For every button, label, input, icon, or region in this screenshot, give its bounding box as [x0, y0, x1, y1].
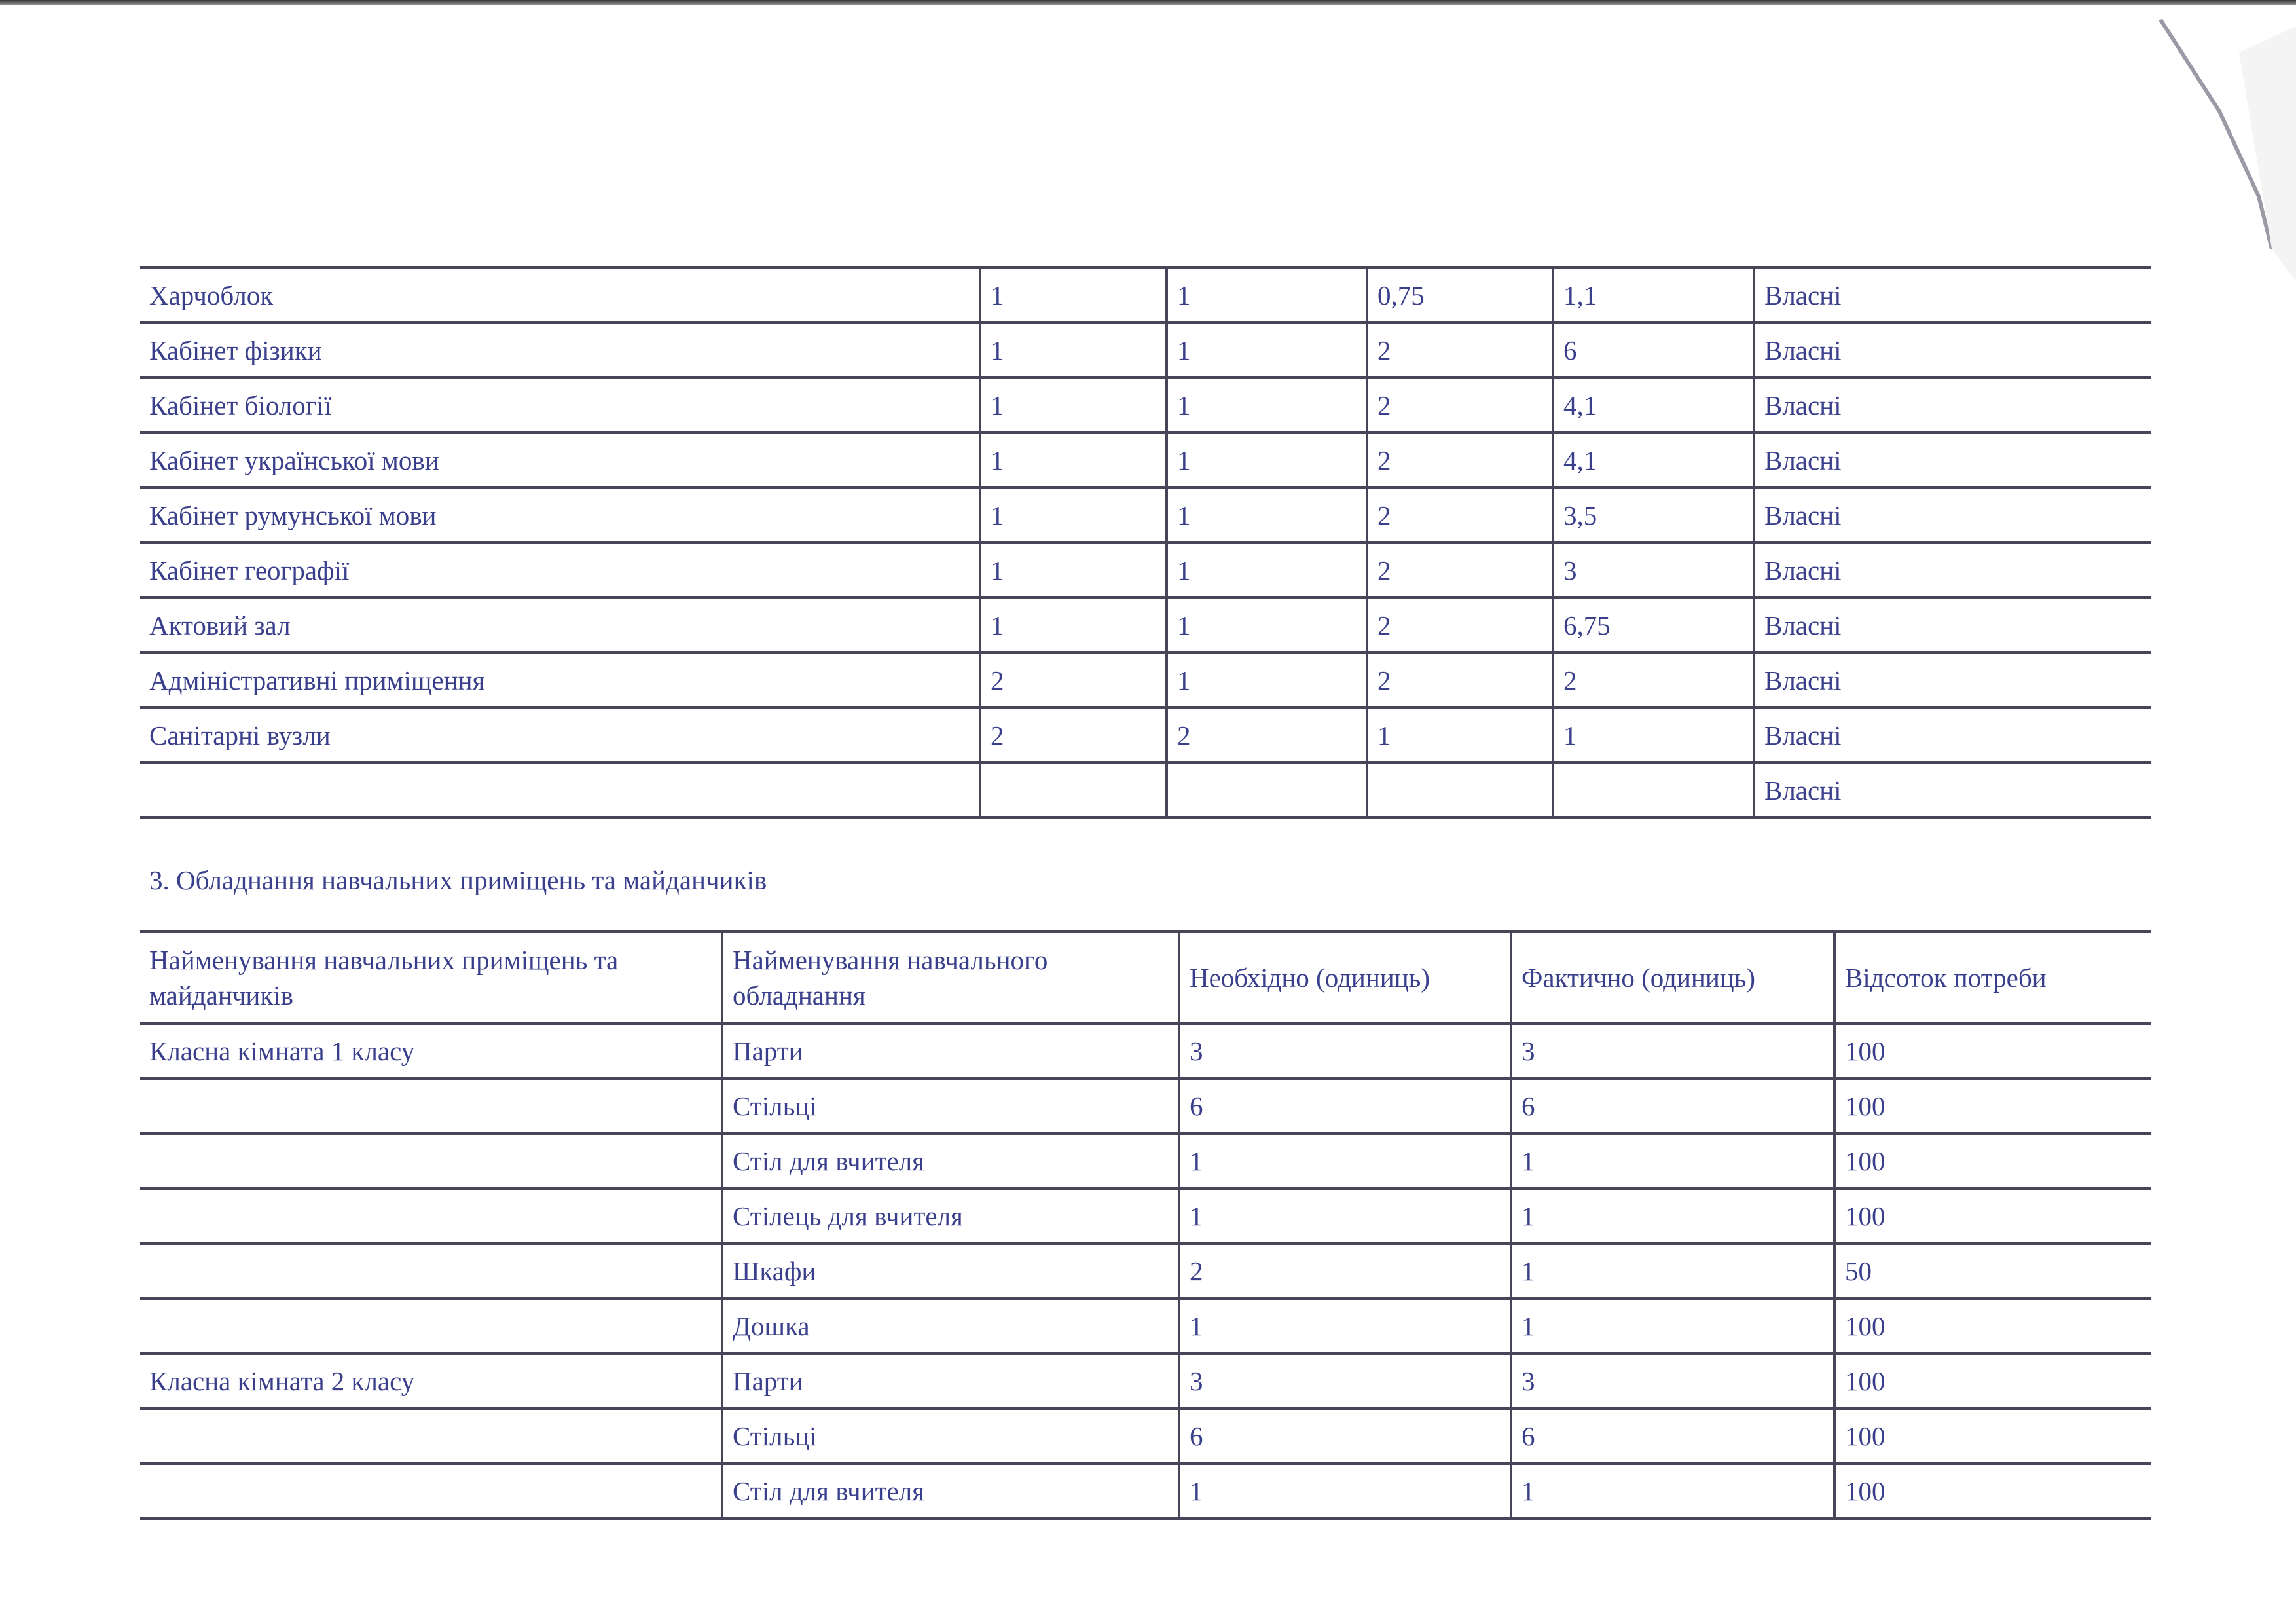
premise-ownership: Власні: [1754, 433, 2151, 488]
premise-value-4: 6,75: [1553, 598, 1754, 653]
header-percent: Відсоток потреби: [1834, 932, 2151, 1024]
premise-value-1: 1: [980, 598, 1167, 653]
room-name: [140, 1299, 722, 1354]
need-percent: 100: [1834, 1134, 2151, 1189]
premise-ownership: Власні: [1754, 708, 2151, 763]
equipment-row: [140, 1079, 2151, 1134]
equipment-row: [140, 1464, 2151, 1519]
premise-value-2: 1: [1167, 433, 1367, 488]
premise-name: Кабінет біології: [140, 378, 980, 433]
required-units: 1: [1179, 1189, 1511, 1244]
room-name: [140, 1189, 722, 1244]
premise-value-2: 1: [1167, 598, 1367, 653]
actual-units: 1: [1511, 1134, 1834, 1189]
premise-value-2: [1167, 763, 1367, 818]
equipment-name: Стілець для вчителя: [722, 1189, 1179, 1244]
equipment-name: Парти: [722, 1354, 1179, 1409]
need-percent: 50: [1834, 1244, 2151, 1299]
premise-value-1: [980, 763, 1167, 818]
premises-table: [140, 266, 2151, 819]
equipment-name: Стіл для вчителя: [722, 1464, 1179, 1519]
premise-value-2: 1: [1167, 268, 1367, 323]
equipment-table: [140, 930, 2151, 1520]
actual-units: 1: [1511, 1464, 1834, 1519]
premise-value-3: 2: [1367, 378, 1553, 433]
premise-value-1: 2: [980, 708, 1167, 763]
need-percent: 100: [1834, 1189, 2151, 1244]
need-percent: 100: [1834, 1079, 2151, 1134]
premise-name: Санітарні вузли: [140, 708, 980, 763]
required-units: 2: [1179, 1244, 1511, 1299]
room-name: [140, 1134, 722, 1189]
actual-units: 1: [1511, 1244, 1834, 1299]
premise-name: Актовий зал: [140, 598, 980, 653]
premise-value-3: 2: [1367, 598, 1553, 653]
required-units: 3: [1179, 1024, 1511, 1079]
equipment-row: [140, 1409, 2151, 1464]
premise-row: [140, 378, 2151, 433]
premise-row: [140, 543, 2151, 598]
equipment-row: [140, 1244, 2151, 1299]
actual-units: 3: [1511, 1024, 1834, 1079]
premise-value-4: 1: [1553, 708, 1754, 763]
room-name: [140, 1464, 722, 1519]
premise-value-2: 1: [1167, 653, 1367, 708]
premise-value-3: 2: [1367, 433, 1553, 488]
equipment-row: [140, 1134, 2151, 1189]
premise-value-3: 2: [1367, 488, 1553, 543]
premise-name: Кабінет фізики: [140, 323, 980, 378]
premise-value-1: 1: [980, 433, 1167, 488]
premise-value-4: [1553, 763, 1754, 818]
premise-value-1: 1: [980, 543, 1167, 598]
premise-value-4: 3: [1553, 543, 1754, 598]
premise-value-3: 2: [1367, 653, 1553, 708]
premise-value-3: 0,75: [1367, 268, 1553, 323]
actual-units: 6: [1511, 1079, 1834, 1134]
section-3-title: 3. Обладнання навчальних приміщень та майданчиків: [149, 865, 767, 895]
premise-value-4: 4,1: [1553, 433, 1754, 488]
premise-ownership: Власні: [1754, 323, 2151, 378]
premise-value-1: 1: [980, 488, 1167, 543]
premise-value-4: 4,1: [1553, 378, 1754, 433]
premise-value-1: 1: [980, 268, 1167, 323]
room-name: [140, 1409, 722, 1464]
room-name: Класна кімната 2 класу: [140, 1354, 722, 1409]
equipment-name: Стільці: [722, 1409, 1179, 1464]
need-percent: 100: [1834, 1354, 2151, 1409]
required-units: 3: [1179, 1354, 1511, 1409]
premise-row: [140, 433, 2151, 488]
premise-name: Кабінет румунської мови: [140, 488, 980, 543]
premise-row: [140, 268, 2151, 323]
scan-top-edge: [0, 0, 2296, 5]
required-units: 6: [1179, 1079, 1511, 1134]
premise-value-2: 1: [1167, 378, 1367, 433]
premise-ownership: Власні: [1754, 268, 2151, 323]
premise-row: [140, 763, 2151, 818]
header-equipment: Найменування навчального обладнання: [722, 932, 1179, 1024]
premise-value-2: 2: [1167, 708, 1367, 763]
premise-ownership: Власні: [1754, 763, 2151, 818]
premise-name: [140, 763, 980, 818]
premise-value-4: 6: [1553, 323, 1754, 378]
actual-units: 6: [1511, 1409, 1834, 1464]
premise-value-4: 3,5: [1553, 488, 1754, 543]
need-percent: 100: [1834, 1024, 2151, 1079]
premise-name: Харчоблок: [140, 268, 980, 323]
premise-value-1: 1: [980, 378, 1167, 433]
equipment-name: Парти: [722, 1024, 1179, 1079]
room-name: [140, 1079, 722, 1134]
premise-row: [140, 323, 2151, 378]
premise-ownership: Власні: [1754, 488, 2151, 543]
equipment-row: [140, 1024, 2151, 1079]
need-percent: 100: [1834, 1464, 2151, 1519]
header-actual: Фактично (одиниць): [1511, 932, 1834, 1024]
header-required: Необхідно (одиниць): [1179, 932, 1511, 1024]
premise-name: Кабінет української мови: [140, 433, 980, 488]
equipment-row: [140, 1299, 2151, 1354]
premise-row: [140, 708, 2151, 763]
premise-value-3: [1367, 763, 1553, 818]
premise-row: [140, 598, 2151, 653]
equipment-name: Шкафи: [722, 1244, 1179, 1299]
premise-ownership: Власні: [1754, 598, 2151, 653]
premise-row: [140, 488, 2151, 543]
premise-ownership: Власні: [1754, 653, 2151, 708]
premise-value-2: 1: [1167, 543, 1367, 598]
equipment-table-header: [140, 932, 2151, 1024]
required-units: 1: [1179, 1299, 1511, 1354]
room-name: Класна кімната 1 класу: [140, 1024, 722, 1079]
premise-value-4: 2: [1553, 653, 1754, 708]
need-percent: 100: [1834, 1299, 2151, 1354]
required-units: 1: [1179, 1464, 1511, 1519]
equipment-name: Дошка: [722, 1299, 1179, 1354]
equipment-name: Стільці: [722, 1079, 1179, 1134]
need-percent: 100: [1834, 1409, 2151, 1464]
premise-row: [140, 653, 2151, 708]
actual-units: 1: [1511, 1299, 1834, 1354]
header-room: Найменування навчальних приміщень та майданчиків: [140, 932, 722, 1024]
required-units: 6: [1179, 1409, 1511, 1464]
equipment-row: [140, 1354, 2151, 1409]
premise-value-4: 1,1: [1553, 268, 1754, 323]
required-units: 1: [1179, 1134, 1511, 1189]
premise-value-3: 2: [1367, 543, 1553, 598]
equipment-row: [140, 1189, 2151, 1244]
premise-value-2: 1: [1167, 488, 1367, 543]
actual-units: 3: [1511, 1354, 1834, 1409]
premise-value-3: 1: [1367, 708, 1553, 763]
equipment-name: Стіл для вчителя: [722, 1134, 1179, 1189]
premise-ownership: Власні: [1754, 378, 2151, 433]
premise-ownership: Власні: [1754, 543, 2151, 598]
premise-value-2: 1: [1167, 323, 1367, 378]
premise-value-3: 2: [1367, 323, 1553, 378]
actual-units: 1: [1511, 1189, 1834, 1244]
premise-value-1: 1: [980, 323, 1167, 378]
premise-value-1: 2: [980, 653, 1167, 708]
premise-name: Адміністративні приміщення: [140, 653, 980, 708]
premise-name: Кабінет географії: [140, 543, 980, 598]
room-name: [140, 1244, 722, 1299]
